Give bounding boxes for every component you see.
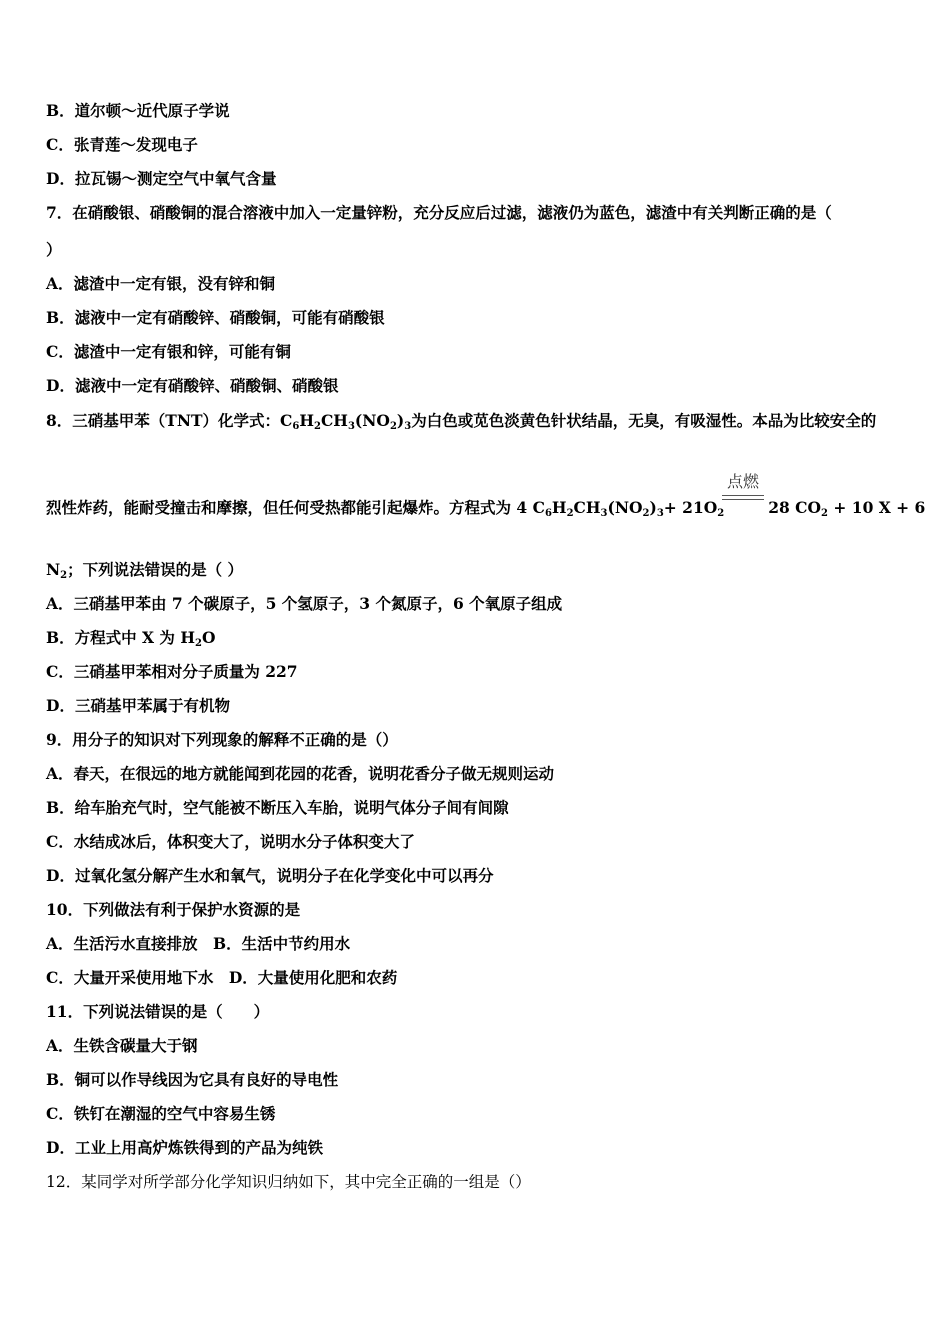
question-7-close: ） (46, 240, 62, 259)
q8-option-c: C．三硝基甲苯相对分子质量为 227 (46, 662, 298, 681)
option-d-lavoisier: D．拉瓦锡～测定空气中氧气含量 (46, 169, 277, 188)
q11-option-d: D．工业上用高炉炼铁得到的产品为纯铁 (46, 1138, 323, 1157)
question-8-line1: 8．三硝基甲苯（TNT）化学式：$C_6H_2CH_3(NO_2)_3$为白色或苋色淡黄色针状结晶，无臭，有吸湿性。本品为比较安全的 (46, 411, 877, 432)
q8-option-b: B．方程式中 X 为 $H_2O$ (46, 628, 216, 649)
question-9: 9．用分子的知识对下列现象的解释不正确的是（） (46, 730, 398, 749)
question-8-line2: 烈性炸药，能耐受撞击和摩擦，但任何受热都能引起爆炸。方程式为 4 $C_6H_2CH_3(NO_2)_3+ 21O_2$ 28 $CO_2 + 10$ X + 6 (46, 498, 926, 519)
q11-option-c: C．铁钉在潮湿的空气中容易生锈 (46, 1104, 276, 1123)
q11-option-a: A．生铁含碳量大于钢 (46, 1036, 198, 1055)
q8-option-a: A．三硝基甲苯由 7 个碳原子，5 个氢原子，3 个氮原子，6 个氧原子组成 (46, 594, 563, 613)
q9-option-c: C．水结成冰后，体积变大了，说明水分子体积变大了 (46, 832, 415, 851)
q7-option-c: C．滤渣中一定有银和锌，可能有铜 (46, 342, 291, 361)
q11-option-b: B．铜可以作导线因为它具有良好的导电性 (46, 1070, 339, 1089)
q7-option-d: D．滤液中一定有硝酸锌、硝酸铜、硝酸银 (46, 376, 339, 395)
q8-option-d: D．三硝基甲苯属于有机物 (46, 696, 230, 715)
option-c-zhang: C．张青莲～发现电子 (46, 135, 198, 154)
question-11: 11．下列说法错误的是（ ） (46, 1002, 270, 1021)
option-b-dalton: B．道尔顿～近代原子学说 (46, 101, 230, 120)
q9-option-b: B．给车胎充气时，空气能被不断压入车胎，说明气体分子间有间隙 (46, 798, 509, 817)
question-8-line3: $N_2$；下列说法错误的是（ ） (46, 560, 244, 581)
q9-option-a: A．春天，在很远的地方就能闻到花园的花香，说明花香分子做无规则运动 (46, 764, 555, 783)
q7-option-a: A．滤渣中一定有银，没有锌和铜 (46, 274, 276, 293)
question-10: 10．下列做法有利于保护水资源的是 (46, 900, 301, 919)
question-12: 12．某同学对所学部分化学知识归纳如下，其中完全正确的一组是（） (46, 1173, 531, 1191)
question-7: 7．在硝酸银、硝酸铜的混合溶液中加入一定量锌粉，充分反应后过滤，滤液仍为蓝色，滤渣中有关判断正确的是（ (46, 203, 832, 222)
reaction-condition: 点燃 (722, 472, 764, 500)
q10-options-cd: C．大量开采使用地下水 D．大量使用化肥和农药 (46, 968, 398, 987)
q9-option-d: D．过氧化氢分解产生水和氧气，说明分子在化学变化中可以再分 (46, 866, 494, 885)
q7-option-b: B．滤液中一定有硝酸锌、硝酸铜，可能有硝酸银 (46, 308, 385, 327)
q10-options-ab: A．生活污水直接排放 B．生活中节约用水 (46, 934, 351, 953)
